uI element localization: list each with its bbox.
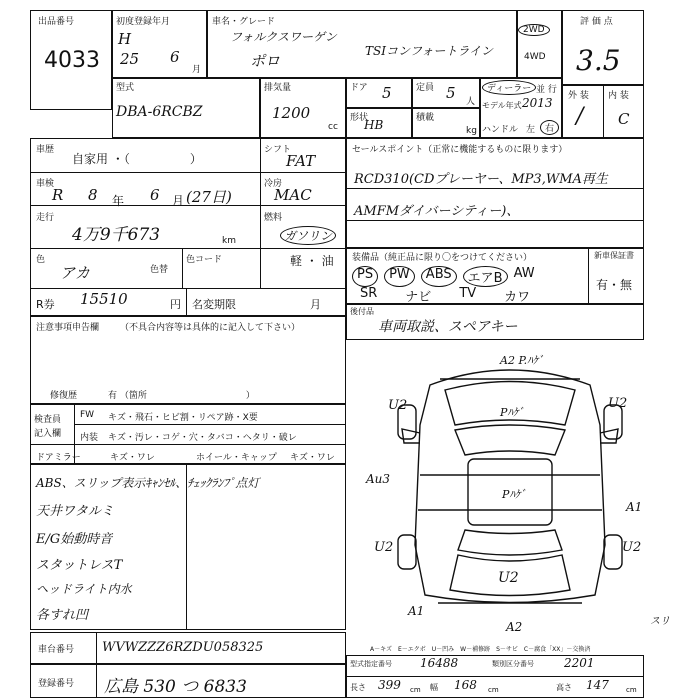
note-1: ABS、スリップ表示ｷｬﾝｾﾙ、ﾁｪｯｸﾗﾝﾌﾟ点灯 (36, 476, 260, 490)
vin-value: WVWZZZ6RZDU058325 (102, 640, 264, 655)
drive-4wd: 4WD (524, 52, 546, 62)
usage-line-1 (30, 172, 346, 173)
color-code-label: 色コード (186, 255, 223, 265)
equipment-row1 (352, 266, 586, 287)
exterior-grade: / (576, 104, 584, 129)
color-label: 色 (36, 255, 46, 265)
note-5: ヘッドライト内水 (36, 582, 132, 596)
inspection-year-unit: 年 (112, 194, 125, 208)
spec-type-label: 型式指定番号 (350, 660, 392, 668)
equip-navi: ナビ (405, 290, 432, 305)
first-reg-label: 初度登録年月 (116, 17, 171, 27)
equip-airbag: エアB (463, 266, 508, 287)
vin-vline (96, 632, 97, 664)
mileage-label: 走行 (36, 213, 55, 223)
handle-left: 左 (526, 125, 536, 135)
spec-line (346, 676, 644, 677)
diesel-label: 軽 ・ 油 (290, 254, 334, 268)
car-name-label: 車名・グレード (212, 17, 276, 27)
diagram-legend: A－キズ E－エクボ U－凹み W－補修跡 S－サビ C－腐食「XX」－交換済 (370, 646, 591, 653)
inspection-label: 車検 (36, 179, 55, 189)
equip-vline (588, 248, 589, 304)
insp-line-1 (74, 424, 346, 425)
manual-label: 名変期限 (192, 298, 236, 311)
fuel-value: ガソリン (280, 226, 336, 245)
diag-mark-a2p: A2 P.ﾊｹﾞ (500, 354, 544, 367)
dim-h-unit: cm (626, 686, 637, 694)
lot-label: 出品番号 (38, 17, 75, 27)
usage-label: 車歴 (36, 145, 55, 155)
displacement-value: 1200 (272, 104, 311, 122)
dim-w-label: 幅 (430, 683, 438, 692)
dim-w-unit: cm (488, 686, 499, 694)
dim-h-value: 147 (586, 678, 609, 692)
repair-value: 有 （箇所 ） (108, 391, 255, 401)
insp-int-value: キズ・汚レ・コゲ・穴・タバコ・ヘタリ・破レ (108, 433, 297, 443)
interior-grade: C (618, 110, 630, 128)
drive-box (517, 10, 562, 78)
color-vline (182, 248, 183, 288)
color-change-label: 色替 (150, 265, 169, 275)
inspector-label-1: 検査員 (34, 415, 62, 425)
model-year-label: モデル年式 (482, 101, 522, 110)
diag-mark-u2-fr: U2 (608, 396, 628, 411)
sales-point-label: セールスポイント（正常に機能するものに限ります） (352, 145, 568, 155)
after-market-label: 後付品 (350, 307, 374, 316)
insp-wheel-value: キズ・ワレ (290, 453, 335, 463)
drive-2wd: 2WD (518, 24, 550, 36)
usage-vline (260, 138, 261, 288)
notes-sub: （不具合内容等は具体的に記入して下さい） (120, 323, 301, 333)
after-market-value: 車両取説、スペアキー (378, 319, 518, 335)
reg-label: 登録番号 (38, 679, 75, 689)
displacement-label: 排気量 (264, 83, 292, 93)
capacity-value: 5 (446, 84, 456, 102)
handle-right: 右 (540, 120, 559, 135)
body-label: 形状 (350, 113, 369, 123)
note-3: E/G始動時音 (36, 532, 113, 547)
interior-label: 内 装 (608, 91, 629, 101)
inspection-era: R (52, 186, 64, 204)
capacity-unit: 人 (466, 97, 476, 107)
first-reg-year: 25 (120, 50, 140, 68)
equip-aw: AW (513, 266, 535, 281)
inspection-day: (27日) (186, 188, 232, 206)
equip-tv: TV (459, 286, 477, 301)
new-car-value: 有・無 (596, 278, 633, 292)
usage-line-4 (30, 288, 346, 289)
diag-mark-suri: スリ (650, 616, 670, 627)
insp-fw-key: FW (80, 410, 95, 420)
diag-mark-a1-l: A1 (408, 604, 425, 618)
cc-unit: cc (328, 122, 338, 132)
first-reg-era: H (118, 30, 132, 48)
inspection-year: 8 (88, 186, 98, 204)
first-reg-month: 6 (170, 48, 180, 66)
kg-unit: kg (466, 126, 477, 136)
sales-point-line1: RCD310(CDプレーヤー、MP3,WMA再生 (354, 172, 608, 187)
load-label: 積載 (416, 113, 435, 123)
shift-label: シフト (264, 145, 292, 155)
handle-label: ハンドル (482, 125, 519, 135)
manual-month: 月 (310, 298, 321, 311)
sales-point-line2: AMFMダイバーシティー)、 (354, 204, 520, 219)
diag-mark-p2: Pﾊｹﾞ (502, 488, 526, 501)
diag-mark-u2-trunk: U2 (498, 570, 519, 586)
car-name: フォルクスワーゲン (230, 30, 337, 44)
repair-label: 修復歴 (50, 391, 78, 401)
lot-number: 4033 (44, 48, 100, 73)
note-6: 各すれ凹 (36, 608, 89, 623)
recycle-value: 15510 (80, 290, 128, 308)
dealer-label: ディーラー (482, 80, 536, 95)
grade-divider (603, 85, 604, 138)
doors-value: 5 (382, 84, 392, 102)
usage-line-3 (30, 248, 346, 249)
spec-class-label: 類別区分番号 (492, 660, 534, 668)
fuel-label: 燃料 (264, 213, 283, 223)
note-2: 天井ワタルミ (36, 504, 114, 519)
body-value: HB (364, 118, 384, 132)
ac-label: 冷房 (264, 179, 283, 189)
new-car-label: 新車保証書 (594, 251, 634, 260)
sp-line-1 (346, 188, 644, 189)
insp-fw-value: キズ・飛石・ヒビ割・リペア跡・X要 (108, 413, 258, 423)
doors-label: ドア (350, 83, 368, 93)
dim-l-unit: cm (410, 686, 421, 694)
notes-label: 注意事項申告欄 (36, 323, 100, 333)
spec-type-value: 16488 (420, 656, 459, 670)
insp-wheel-key: ホイール・キャップ (196, 453, 277, 463)
reg-vline (96, 664, 97, 698)
equip-pw: PW (384, 266, 415, 287)
type-label: 型式 (116, 83, 135, 93)
diag-mark-u2-fl: U2 (388, 398, 408, 413)
recycle-vline (186, 288, 187, 316)
mileage-value: 4万9千673 (72, 225, 161, 245)
dim-w-value: 168 (454, 678, 477, 692)
vin-label: 車台番号 (38, 645, 75, 655)
car-model: ポロ (250, 52, 281, 70)
recycle-label: R券 (36, 298, 55, 311)
equipment-row2 (360, 286, 584, 305)
inspection-month: 6 (150, 186, 160, 204)
car-grade: TSIコンフォートライン (365, 44, 494, 58)
insp-line-2 (30, 444, 346, 445)
diag-mark-a1-r: A1 (626, 500, 643, 514)
exterior-label: 外 装 (568, 91, 589, 101)
diag-mark-u2-rr: U2 (622, 540, 642, 555)
shift-value: FAT (286, 152, 316, 170)
spec-class-value: 2201 (564, 656, 595, 670)
inspection-month-unit: 月 (172, 194, 185, 208)
capacity-label: 定員 (416, 83, 435, 93)
ac-value: MAC (274, 186, 312, 204)
reg-value: 広島 530 つ 6833 (104, 677, 247, 697)
dim-l-label: 長さ (350, 683, 366, 692)
equip-leather: カワ (504, 290, 531, 305)
usage-value: 自家用 ・（ ） (72, 152, 202, 166)
type-code: DBA-6RCBZ (116, 104, 203, 120)
equipment-label: 装備品（純正品に限り〇をつけてください） (352, 253, 533, 263)
km-unit: km (222, 236, 236, 246)
model-year: 2013 (522, 96, 553, 110)
dim-h-label: 高さ (556, 683, 572, 692)
inspector-label-2: 記入欄 (34, 429, 62, 439)
dim-l-value: 399 (378, 678, 401, 692)
insp-int-key: 内装 (80, 433, 99, 443)
diag-mark-au3: Au3 (366, 472, 391, 486)
score-label: 評 価 点 (580, 17, 613, 27)
diag-mark-a2-rear: A2 (506, 620, 523, 634)
import-label: 並 行 (536, 85, 557, 95)
equip-sr: SR (360, 286, 378, 301)
yen-unit: 円 (170, 298, 181, 311)
score-value: 3.5 (576, 44, 621, 77)
equip-abs: ABS (421, 266, 457, 287)
note-4: スタットレスT (36, 558, 123, 573)
insp-mirror-key: ドアミラー (36, 453, 81, 463)
diag-mark-p1: Pﾊｹﾞ (500, 406, 524, 419)
sp-line-2 (346, 220, 644, 221)
equip-ps: PS (352, 266, 378, 287)
color-value: アカ (60, 264, 90, 282)
diag-mark-u2-rl: U2 (374, 540, 394, 555)
insp-mirror-value: キズ・ワレ (110, 453, 155, 463)
month-unit: 月 (192, 65, 202, 75)
